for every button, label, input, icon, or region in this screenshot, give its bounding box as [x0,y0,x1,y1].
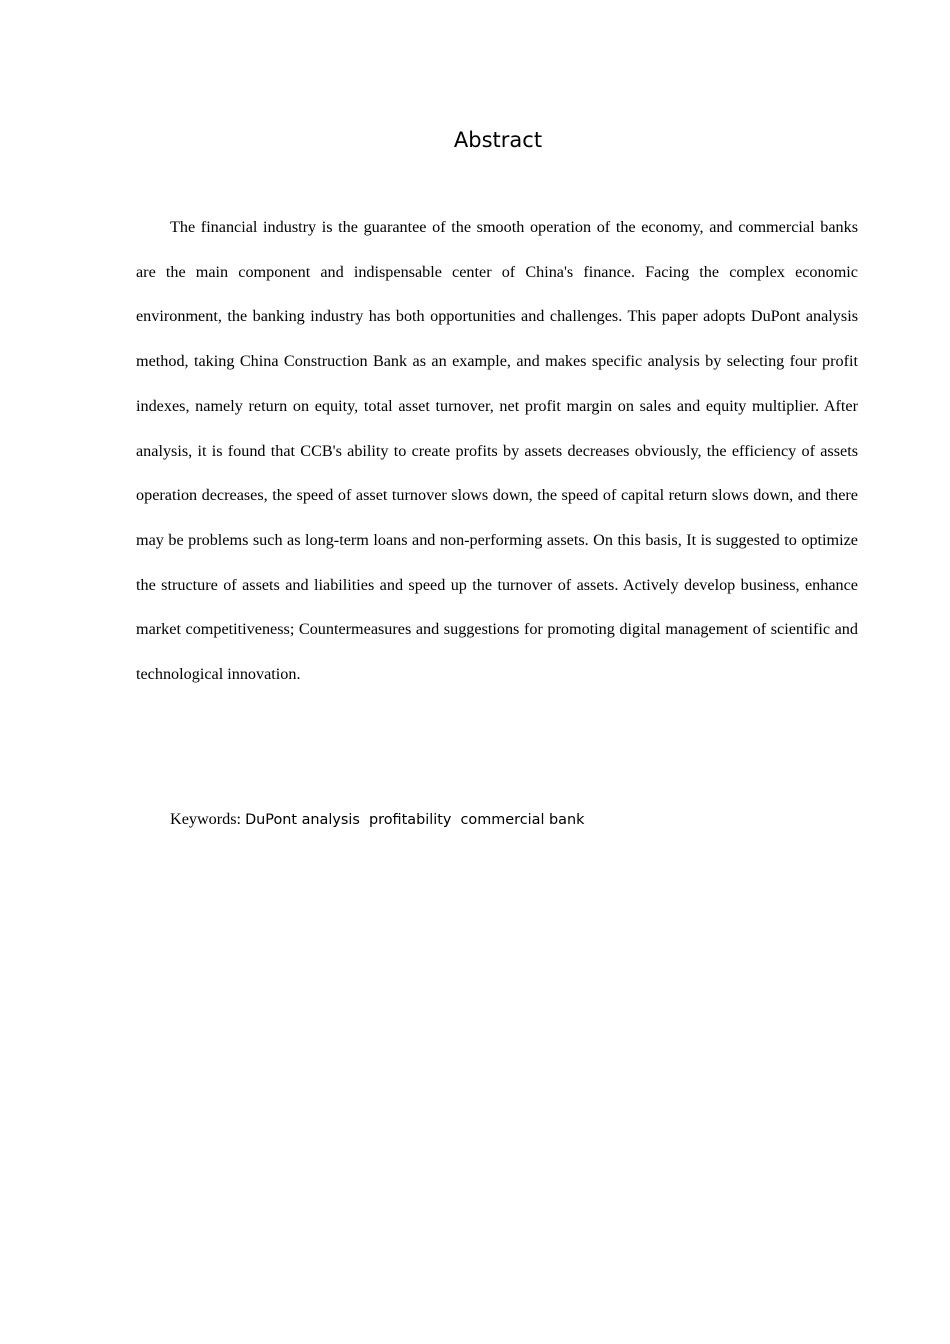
keywords-line [170,806,860,833]
abstract-paragraph: The financial industry is the guarantee of the smooth operation of the economy, and commercial banks are the main component and indispensable center of China's finance. Facing the complex economic environment, the banking industry has both opportunities and challenges. This paper adopts DuPont analysis method, taking China Construction Bank as an example, and makes specific analysis by selecting four profit indexes, namely return on equity, total asset turnover, net profit margin on sales and equity multiplier. After analysis, it is found that CCB's ability to create profits by assets decreases obviously, the efficiency of assets operation decreases, the speed of asset turnover slows down, the speed of capital return slows down, and there may be problems such as long-term loans and non-performing assets. On this basis, It is suggested to optimize the structure of assets and liabilities and speed up the turnover of assets. Actively develop business, enhance market competitiveness; Countermeasures and suggestions for promoting digital management of scientific and technological innovation. [136,218,858,684]
page-title: Abstract [453,128,543,152]
keywords-label: Keywords: [170,810,246,828]
keywords-value: DuPont analysis profitability commercial bank [245,812,585,828]
